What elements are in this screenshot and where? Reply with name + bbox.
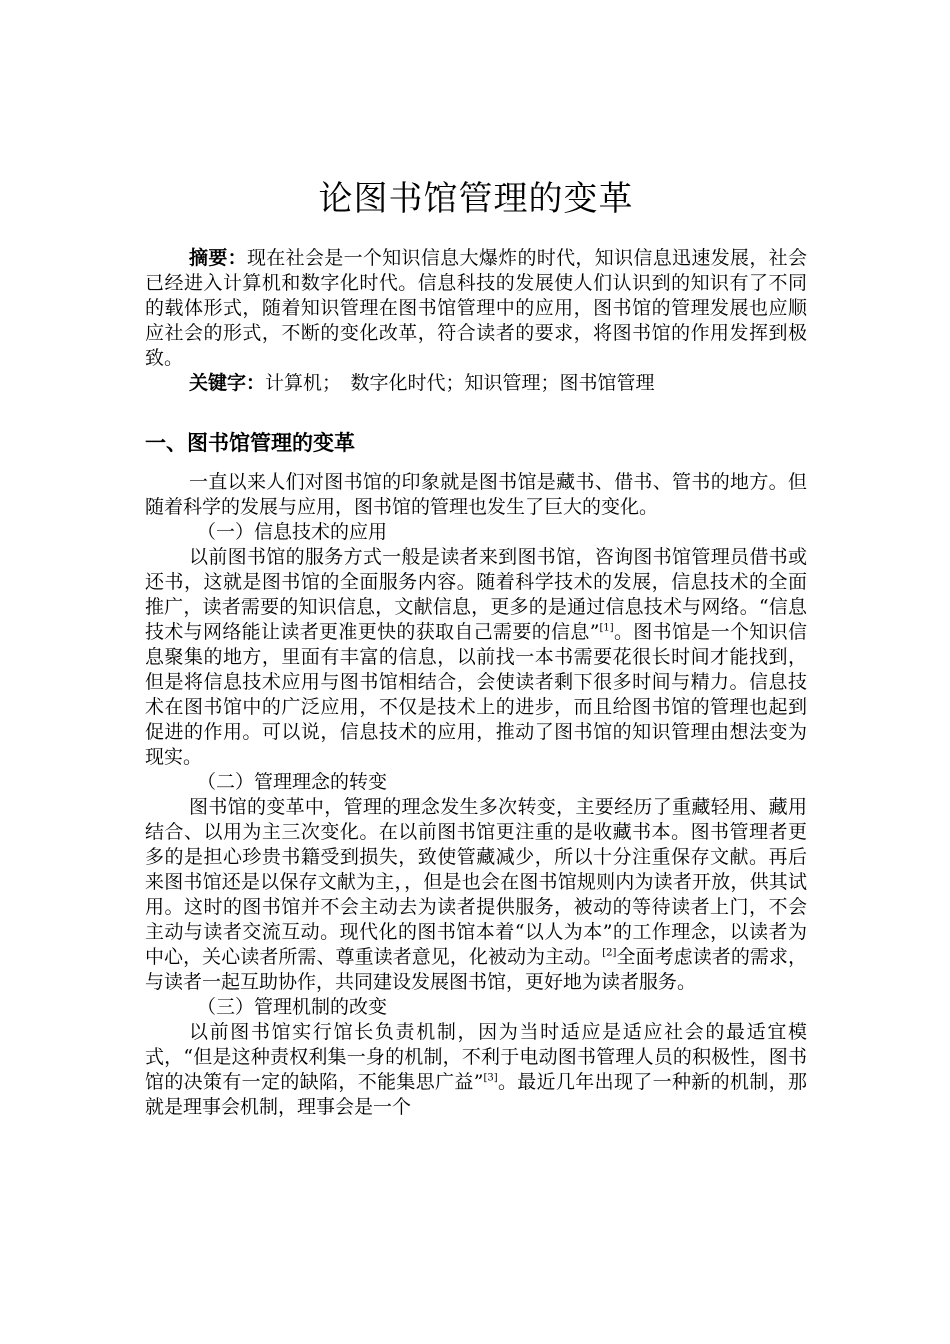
keywords-text: 计算机； 数字化时代；知识管理；图书馆管理 bbox=[265, 372, 655, 394]
subsection-heading-1: （一）信息技术的应用 bbox=[197, 521, 388, 543]
subsection-paragraph-3 bbox=[145, 1020, 807, 1120]
abstract-label: 摘要： bbox=[189, 247, 247, 269]
subsection-heading-3: （三）管理机制的改变 bbox=[197, 996, 388, 1018]
subsection-paragraph-2 bbox=[145, 795, 807, 995]
citation-ref: [1] bbox=[599, 622, 614, 634]
keywords-line bbox=[145, 371, 807, 396]
citation-ref: [2] bbox=[602, 947, 617, 959]
section-heading: 一、图书馆管理的变革 bbox=[145, 431, 355, 455]
paragraph-text: 。最近几年出现了一种新的机制，那就是理事会机制，理事会是一个 bbox=[145, 1071, 807, 1118]
paragraph-text: 。图书馆是一个知识信息聚集的地方，里面有丰富的信息，以前找一本书需要花很长时间才能找到，但是将信息技术应用与图书馆相结合，会使读者剩下很多时间与精力。信息技术在图书馆中的广泛应用，不仅是技术上的进步，而且给图书馆的管理也起到促进的作用。可以说，信息技术的应用，推动了图书馆的知识管理由想法变为现实。 bbox=[145, 621, 807, 768]
keywords-label: 关键字： bbox=[189, 372, 266, 394]
page-title: 论图书馆管理的变革 bbox=[318, 179, 634, 219]
paragraph-text: 以前图书馆实行馆长负责机制，因为当时适应是适应社会的最适宜模式，“但是这种责权利集一身的机制，不利于电动图书管理人员的积极性，图书馆的决策有一定的缺陷，不能集思广益” bbox=[145, 1021, 807, 1093]
subsection-heading-2: （二）管理理念的转变 bbox=[197, 771, 388, 793]
paragraph-text: 全面考虑读者的需求，与读者一起互助协作，共同建设发展图书馆，更好地为读者服务。 bbox=[145, 946, 807, 993]
section-intro-paragraph: 一直以来人们对图书馆的印象就是图书馆是藏书、借书、管书的地方。但随着科学的发展与应用，图书馆的管理也发生了巨大的变化。 bbox=[145, 471, 807, 518]
abstract-text: 现在社会是一个知识信息大爆炸的时代，知识信息迅速发展，社会已经进入计算机和数字化时代。信息科技的发展使人们认识到的知识有了不同的载体形式，随着知识管理在图书馆管理中的应用，图书馆的管理发展也应顺应社会的形式，不断的变化改革，符合读者的要求，将图书馆的作用发挥到极致。 bbox=[145, 247, 807, 369]
paragraph-text: 图书馆的变革中，管理的理念发生多次转变，主要经历了重藏轻用、藏用结合、以用为主三次变化。在以前图书馆更注重的是收藏书本。图书管理者更多的是担心珍贵书籍受到损失，致使管藏减少，所以十分注重保存文献。再后来图书馆还是以保存文献为主，，但是也会在图书馆规则内为读者开放，供其试用。这时的图书馆并不会主动去为读者提供服务，被动的等待读者上门，不会主动与读者交流互动。现代化的图书馆本着“以人为本”的工作理念，以读者为中心，关心读者所需、尊重读者意见，化被动为主动。 bbox=[145, 796, 807, 968]
citation-ref: [3] bbox=[483, 1072, 498, 1084]
document-page bbox=[145, 176, 807, 1120]
abstract-paragraph bbox=[145, 246, 807, 371]
paragraph-text: 以前图书馆的服务方式一般是读者来到图书馆，咨询图书馆管理员借书或还书，这就是图书馆的全面服务内容。随着科学技术的发展，信息技术的全面推广，读者需要的知识信息，文献信息，更多的是通过信息技术与网络。“信息技术与网络能让读者更准更快的获取自己需要的信息” bbox=[145, 546, 807, 643]
subsection-paragraph-1 bbox=[145, 545, 807, 770]
